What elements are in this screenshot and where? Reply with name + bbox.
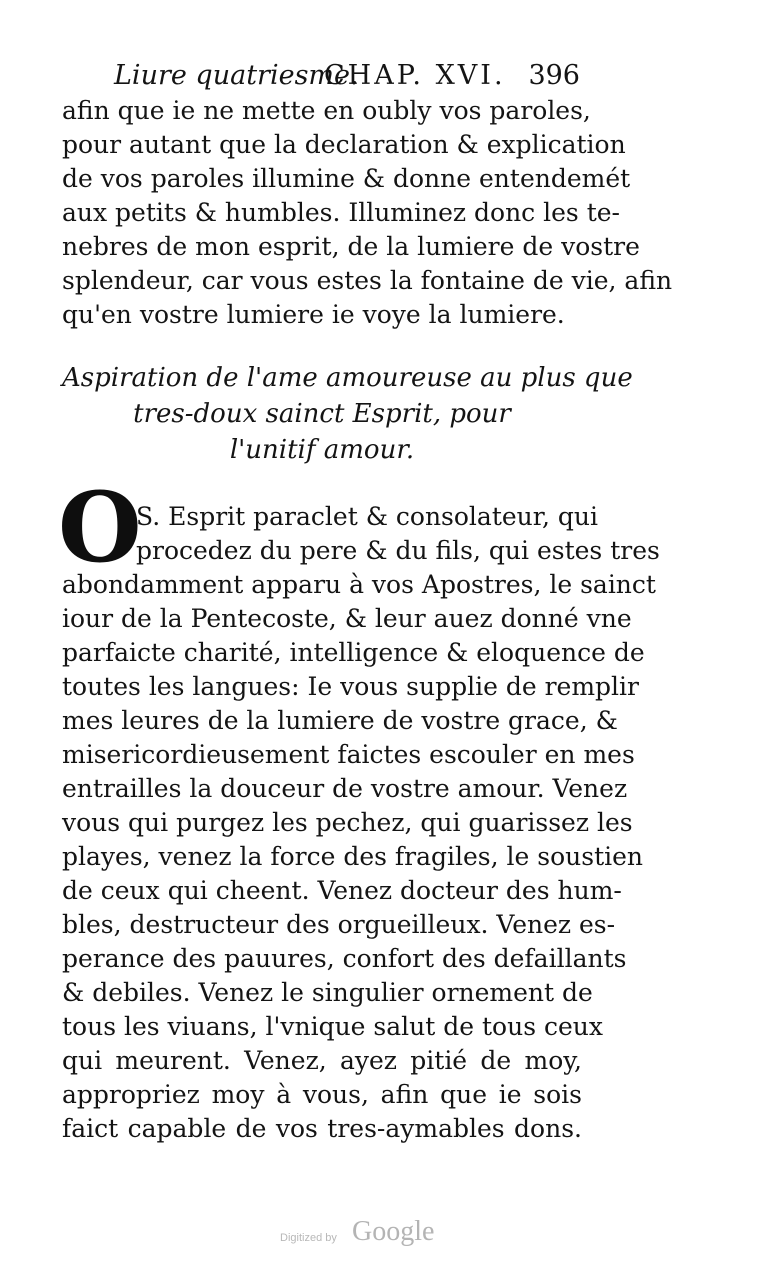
section-heading [62,360,633,468]
text-line: tous les viuans, l'vnique salut de tous ceux [62,1012,603,1041]
main-paragraph [62,500,660,1146]
heading-line: tres-doux sainct Esprit, pour [133,399,511,429]
text-line: entrailles la douceur de vostre amour. Venez [62,774,628,803]
text-line: de ceux qui cheent. Venez docteur des hum- [62,876,622,905]
top-paragraph [62,94,673,332]
text-line: nebres de mon esprit, de la lumiere de vostre [62,232,640,261]
text-line: appropriez moy à vous, afin que ie sois [62,1080,582,1109]
heading-line: Aspiration de l'ame amoureuse au plus que [62,363,633,393]
text-line: faict capable de vos tres-aymables dons. [62,1114,582,1143]
running-header [114,56,580,96]
drop-cap: O [58,471,142,584]
text-line: parfaicte charité, intelligence & eloquence de [62,638,645,667]
chapter-label: CHAP. XVI. [324,60,506,91]
text-line: procedez du pere & du fils, qui estes tres [136,536,660,565]
text-line: bles, destructeur des orgueilleux. Venez es- [62,910,616,939]
text-line: perance des pauures, confort des defaillants [62,944,627,973]
text-line: iour de la Pentecoste, & leur auez donné vne [62,604,632,633]
text-line: mes leures de la lumiere de vostre grace, & [62,706,618,735]
text-line: splendeur, car vous estes la fontaine de vie, afin [62,266,673,295]
text-line: & debiles. Venez le singulier ornement de [62,978,593,1007]
running-title: Liure quatriesme. [114,60,359,91]
google-logo: Google [352,1216,435,1247]
text-line: de vos paroles illumine & donne entendemét [62,164,631,193]
heading-line: l'unitif amour. [229,435,415,465]
text-line: pour autant que la declaration & explication [62,130,626,159]
text-line: vous qui purgez les pechez, qui guarissez les [62,808,633,837]
text-line: qui meurent. Venez, ayez pitié de moy, [62,1046,582,1075]
text-line: playes, venez la force des fragiles, le soustien [62,842,644,871]
digitized-label: Digitized by [280,1232,337,1244]
digitization-watermark [280,1218,480,1248]
text-line: abondamment apparu à vos Apostres, le sainct [62,570,656,599]
text-line: toutes les langues: Ie vous supplie de remplir [62,672,639,701]
text-line: qu'en vostre lumiere ie voye la lumiere. [62,300,565,329]
text-line: aux petits & humbles. Illuminez donc les te- [62,198,620,227]
page-number: 396 [528,60,580,91]
text-line: afin que ie ne mette en oubly vos paroles, [62,96,591,125]
text-line: S. Esprit paraclet & consolateur, qui [136,502,598,531]
text-line: misericordieusement faictes escouler en mes [62,740,635,769]
